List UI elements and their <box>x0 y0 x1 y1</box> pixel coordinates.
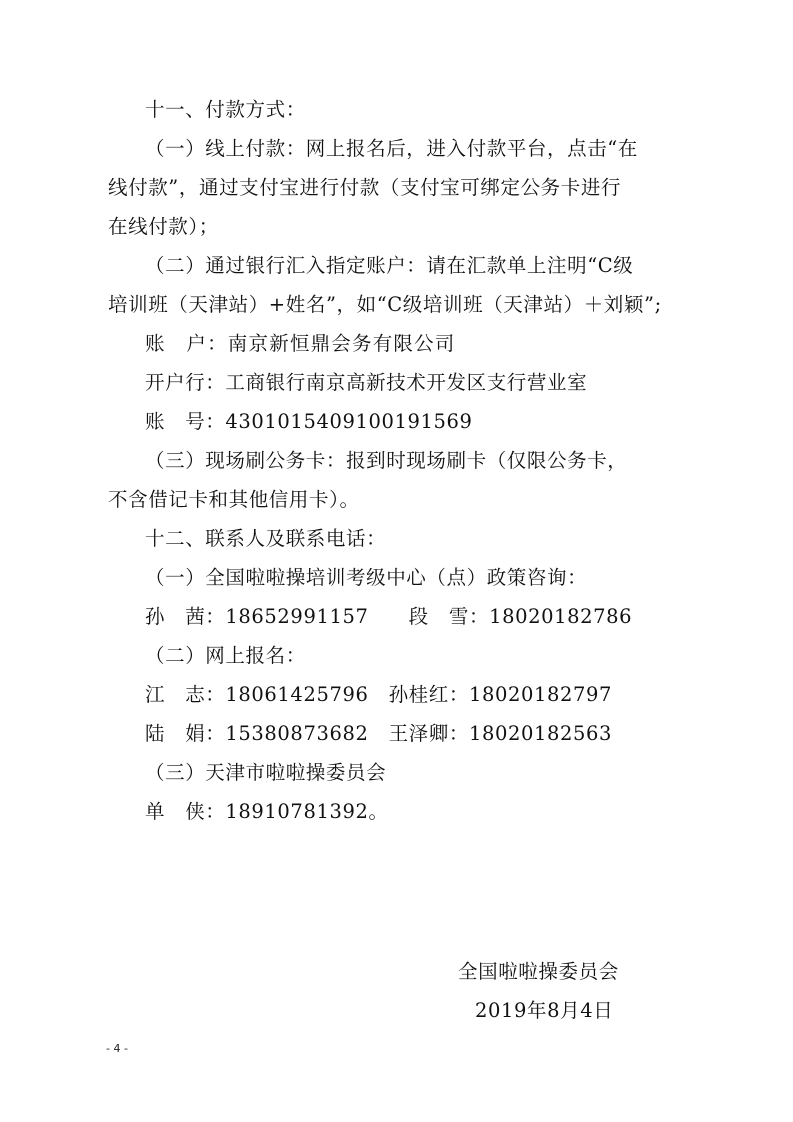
account-name: 账 户：南京新恒鼎会务有限公司 <box>145 332 456 355</box>
bank-branch: 开户行：工商银行南京高新技术开发区支行营业室 <box>145 371 588 394</box>
policy-consult-title: （一）全国啦啦操培训考级中心（点）政策咨询： <box>145 566 588 589</box>
section-11-title: 十一、付款方式： <box>145 98 306 121</box>
online-contacts-2: 陆 娟：15380873682 王泽卿：18020182563 <box>145 722 613 745</box>
signature-org: 全国啦啦操委员会 <box>458 960 619 983</box>
page-number: - 4 - <box>106 1042 128 1055</box>
signature-date: 2019年8月4日 <box>475 999 614 1022</box>
section-12-title: 十二、联系人及联系电话： <box>145 527 387 550</box>
tianjin-committee-title: （三）天津市啦啦操委员会 <box>145 761 387 784</box>
bank-transfer-line-2: 培训班（天津站）+姓名”，如“C级培训班（天津站）＋刘颖”; <box>108 293 662 316</box>
online-payment-line-3: 在线付款）； <box>108 215 219 238</box>
card-payment-line-2: 不含借记卡和其他信用卡）。 <box>108 488 360 511</box>
account-number: 账 号：4301015409100191569 <box>145 410 473 433</box>
policy-contacts: 孙 茜：18652991157 段 雪：18020182786 <box>145 605 633 628</box>
online-contacts-1: 江 志：18061425796 孙桂红：18020182797 <box>145 683 613 706</box>
online-registration-title: （二）网上报名： <box>145 644 306 667</box>
bank-transfer-line-1: （二）通过银行汇入指定账户：请在汇款单上注明“C级 <box>145 254 634 277</box>
tianjin-contact: 单 侠：18910781392。 <box>145 800 389 823</box>
card-payment-line-1: （三）现场刷公务卡：报到时现场刷卡（仅限公务卡， <box>145 449 628 472</box>
online-payment-line-1: （一）线上付款：网上报名后，进入付款平台，点击“在 <box>145 137 638 160</box>
online-payment-line-2: 线付款”，通过支付宝进行付款（支付宝可绑定公务卡进行 <box>108 176 622 199</box>
